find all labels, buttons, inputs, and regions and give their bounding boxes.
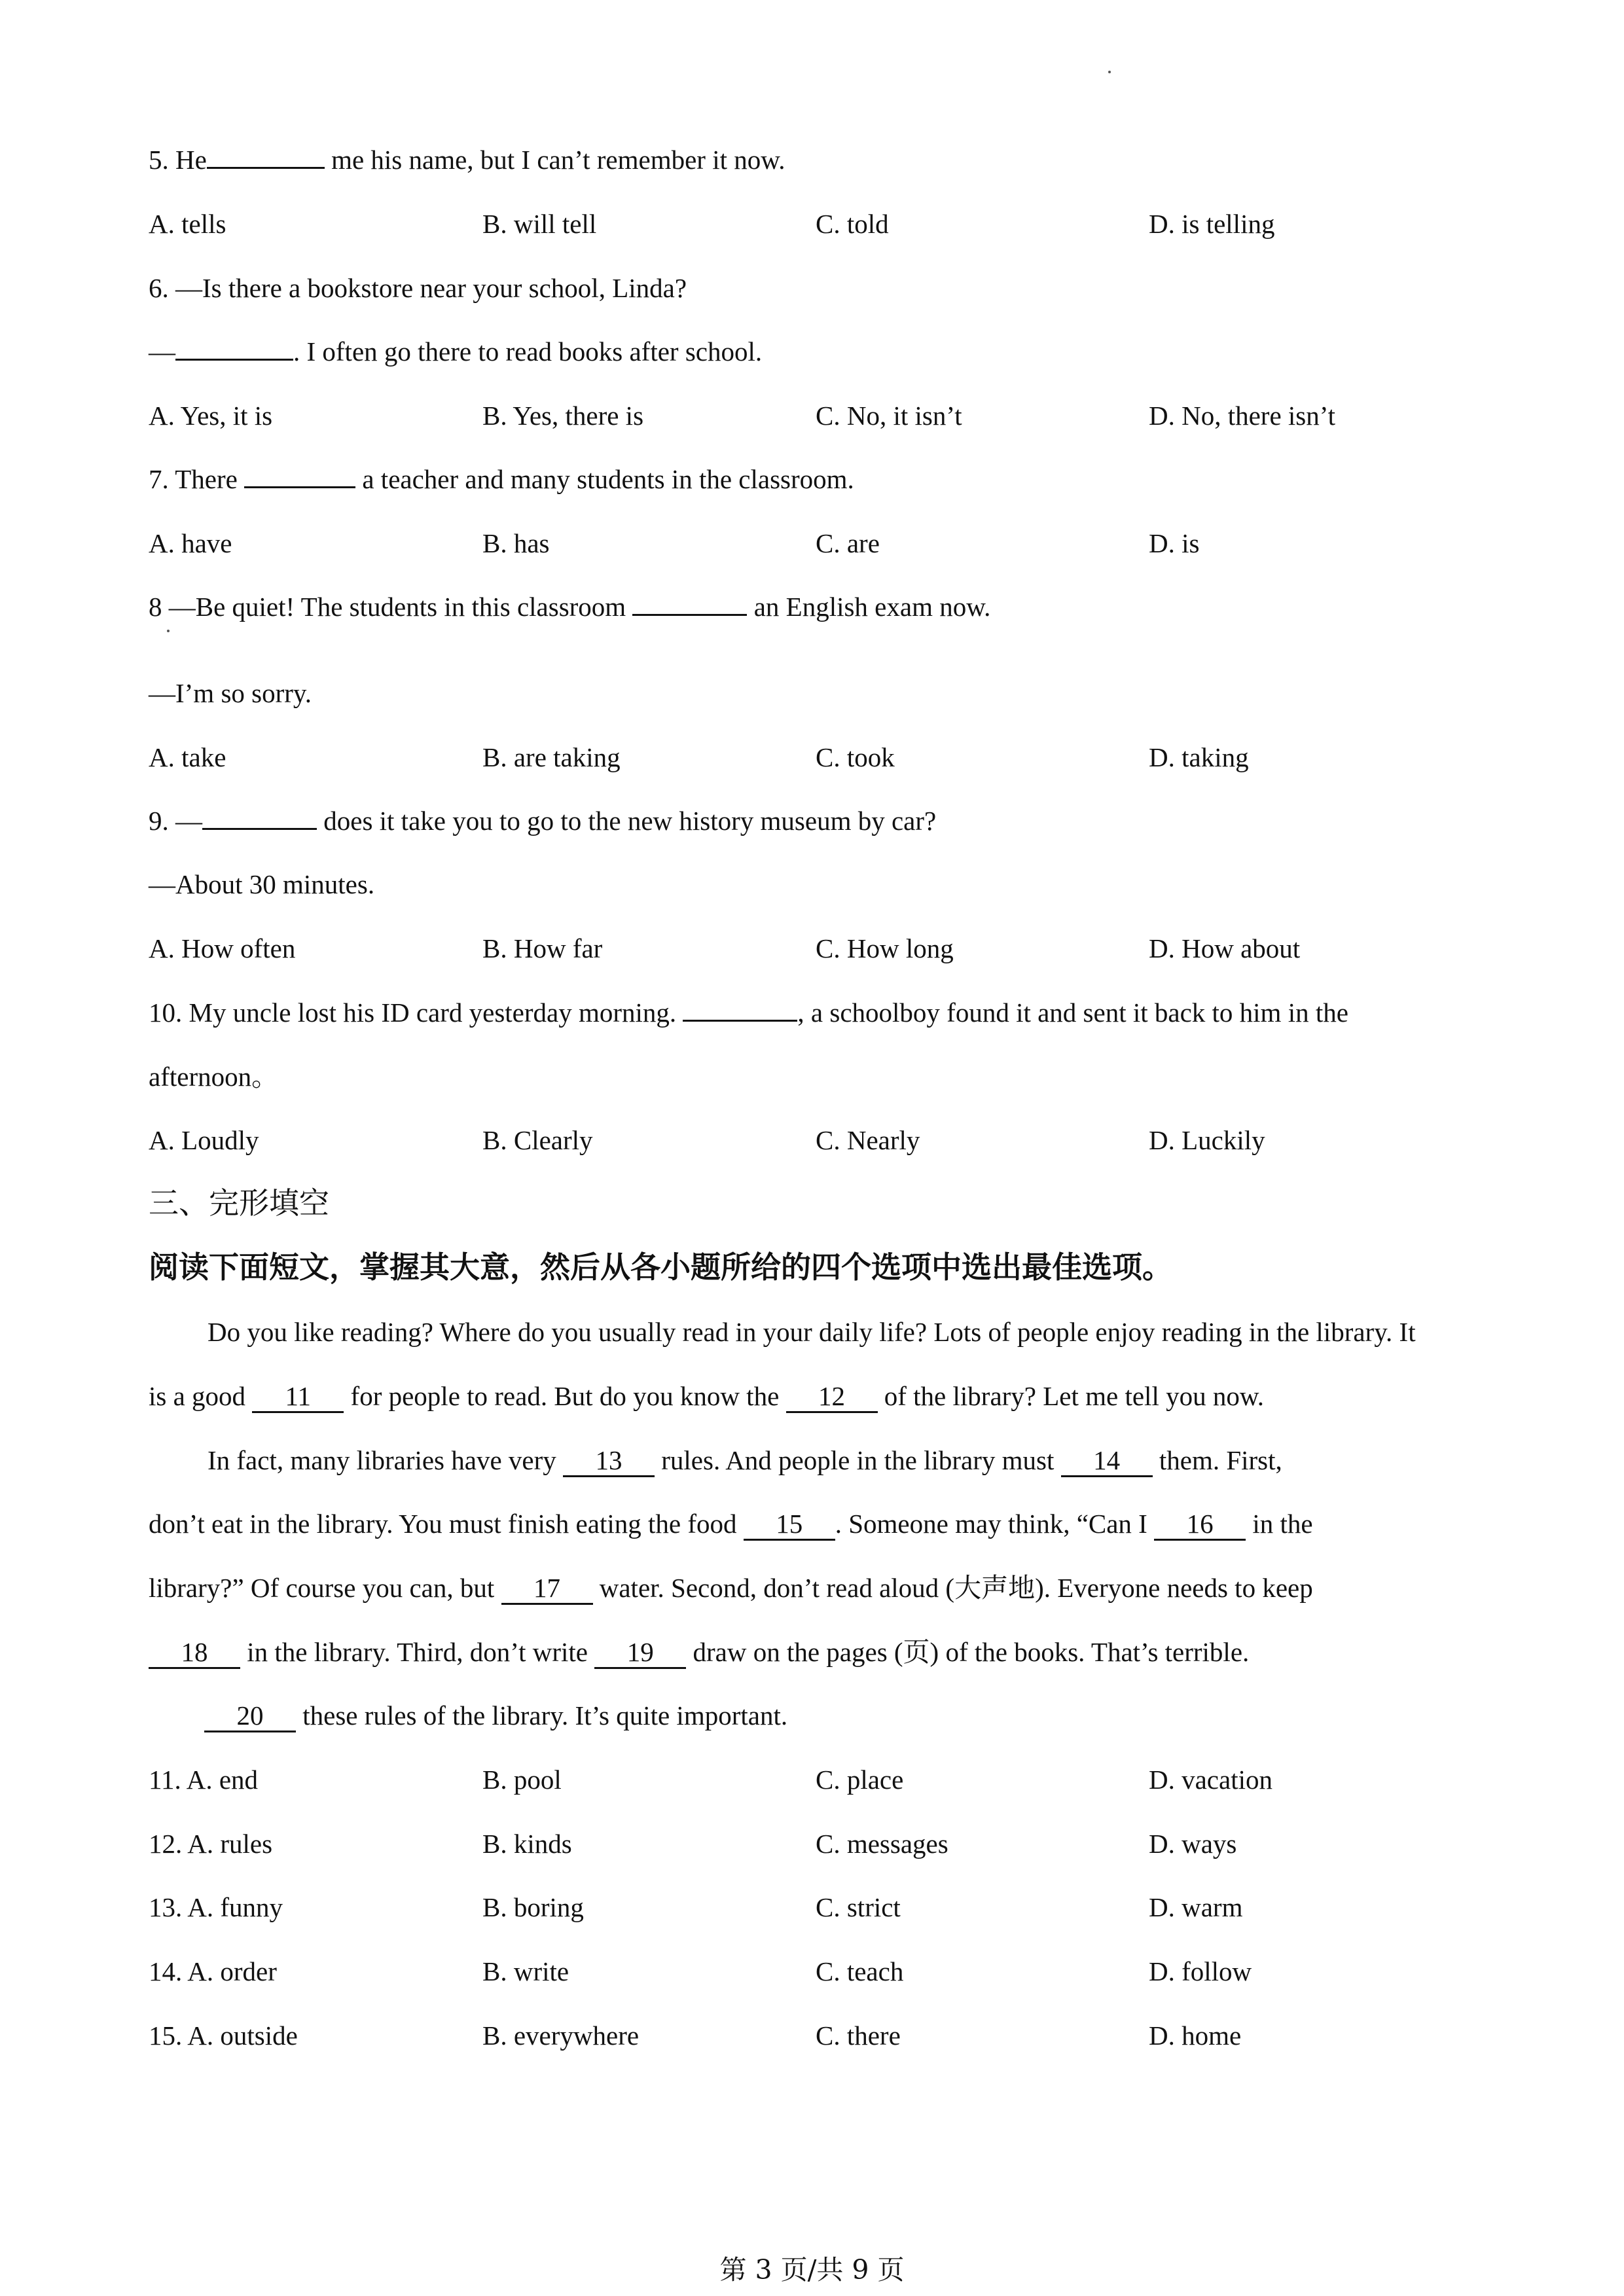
cloze-option[interactable]: D. ways (1149, 1829, 1237, 1859)
cloze-blank-16[interactable]: 16 (1154, 1511, 1246, 1541)
option-a[interactable]: A. Yes, it is (149, 401, 273, 431)
cloze-option[interactable]: C. strict (816, 1892, 901, 1922)
option-b[interactable]: B. How far (482, 933, 603, 963)
cloze-option[interactable]: C. there (816, 2020, 901, 2051)
passage-text: in the library. Third, don’t write (240, 1637, 595, 1667)
question-6-reply (149, 338, 762, 365)
option-d[interactable]: D. How about (1149, 933, 1301, 963)
cloze-blank-14[interactable]: 14 (1061, 1447, 1153, 1477)
answer-blank[interactable] (632, 613, 747, 616)
question-10-stem (149, 999, 1348, 1026)
option-c[interactable]: C. took (816, 742, 895, 772)
option-a[interactable]: A. take (149, 742, 226, 772)
question-9-stem (149, 808, 936, 834)
scan-dot (1108, 71, 1111, 73)
page-footer: 第 3 页/共 9 页 (719, 2254, 905, 2286)
stem-text: an English exam now. (747, 592, 991, 622)
option-d[interactable]: D. is telling (1149, 209, 1275, 239)
cloze-option[interactable]: 15. A. outside (149, 2020, 298, 2051)
option-c[interactable]: C. Nearly (816, 1125, 920, 1155)
cloze-option[interactable]: B. pool (482, 1765, 562, 1795)
question-8-stem (149, 594, 990, 620)
answer-blank[interactable] (683, 1019, 797, 1022)
passage-line (208, 1319, 1416, 1346)
question-5-stem (149, 147, 785, 173)
cloze-option[interactable]: D. home (1149, 2020, 1242, 2051)
cloze-blank-11[interactable]: 11 (252, 1383, 344, 1413)
cloze-blank-19[interactable]: 19 (594, 1639, 686, 1669)
passage-line (208, 1447, 1282, 1477)
answer-blank[interactable] (175, 358, 293, 361)
passage-text: these rules of the library. It’s quite important. (296, 1700, 788, 1731)
option-b[interactable]: B. Clearly (482, 1125, 593, 1155)
scan-dot (167, 630, 170, 632)
section-instruction: 阅读下面短文，掌握其大意，然后从各小题所给的四个选项中选出最佳选项。 (149, 1249, 1172, 1285)
question-9-reply: —About 30 minutes. (149, 869, 375, 899)
cloze-option[interactable]: B. kinds (482, 1829, 572, 1859)
cloze-option[interactable]: C. messages (816, 1829, 948, 1859)
passage-text: library?” Of course you can, but (149, 1573, 501, 1603)
stem-text: 7. There (149, 464, 245, 494)
option-c[interactable]: C. are (816, 528, 880, 558)
cloze-blank-12[interactable]: 12 (786, 1383, 878, 1413)
answer-blank[interactable] (244, 486, 355, 488)
passage-line (149, 1383, 1264, 1413)
cloze-option[interactable]: D. warm (1149, 1892, 1243, 1922)
option-d[interactable]: D. Luckily (1149, 1125, 1265, 1155)
option-c[interactable]: C. No, it isn’t (816, 401, 962, 431)
question-7-stem (149, 466, 854, 493)
cloze-option[interactable]: D. vacation (1149, 1765, 1272, 1795)
option-a[interactable]: A. Loudly (149, 1125, 259, 1155)
stem-text: me his name, but I can’t remember it now. (324, 145, 785, 175)
passage-text: draw on the pages (页) of the books. That’s terrible. (686, 1637, 1250, 1667)
stem-text: 8 —Be quiet! The students in this classroom (149, 592, 633, 622)
passage-text: In fact, many libraries have very (208, 1445, 564, 1475)
passage-text: in the (1246, 1509, 1313, 1539)
option-c[interactable]: C. told (816, 209, 889, 239)
cloze-blank-17[interactable]: 17 (501, 1575, 593, 1605)
cloze-option[interactable]: 12. A. rules (149, 1829, 273, 1859)
cloze-blank-15[interactable]: 15 (744, 1511, 835, 1541)
option-c[interactable]: C. How long (816, 933, 954, 963)
passage-text: rules. And people in the library must (655, 1445, 1061, 1475)
option-a[interactable]: A. How often (149, 933, 296, 963)
passage-line (149, 1511, 1313, 1541)
passage-text: Do you like reading? Where do you usually read in your daily life? Lots of people enjoy reading in the library. It (208, 1317, 1416, 1347)
option-d[interactable]: D. is (1149, 528, 1200, 558)
stem-text: 5. He (149, 145, 207, 175)
cloze-option[interactable]: B. boring (482, 1892, 584, 1922)
option-b[interactable]: B. are taking (482, 742, 621, 772)
cloze-blank-20[interactable]: 20 (204, 1702, 296, 1732)
option-a[interactable]: A. tells (149, 209, 226, 239)
passage-text: is a good (149, 1381, 253, 1411)
cloze-option[interactable]: D. follow (1149, 1956, 1252, 1986)
cloze-option[interactable]: 13. A. funny (149, 1892, 283, 1922)
question-10-continuation: afternoon。 (149, 1062, 279, 1092)
stem-text: 10. My uncle lost his ID card yesterday morning. (149, 997, 683, 1028)
stem-text: . I often go there to read books after school. (293, 336, 763, 367)
option-b[interactable]: B. has (482, 528, 550, 558)
option-d[interactable]: D. taking (1149, 742, 1249, 772)
option-b[interactable]: B. will tell (482, 209, 597, 239)
stem-text: 9. — (149, 806, 202, 836)
option-d[interactable]: D. No, there isn’t (1149, 401, 1336, 431)
cloze-option[interactable]: C. place (816, 1765, 904, 1795)
passage-line (204, 1702, 787, 1732)
option-b[interactable]: B. Yes, there is (482, 401, 644, 431)
passage-line (149, 1639, 1249, 1669)
stem-text: , a schoolboy found it and sent it back to him in the (797, 997, 1348, 1028)
question-8-reply: —I’m so sorry. (149, 678, 312, 708)
answer-blank[interactable] (207, 166, 325, 169)
passage-text: don’t eat in the library. You must finish eating the food (149, 1509, 744, 1539)
passage-line (149, 1575, 1313, 1605)
passage-text: . Someone may think, “Can I (835, 1509, 1155, 1539)
passage-text: of the library? Let me tell you now. (877, 1381, 1265, 1411)
answer-blank[interactable] (202, 827, 317, 830)
cloze-option[interactable]: C. teach (816, 1956, 904, 1986)
passage-text: for people to read. But do you know the (344, 1381, 786, 1411)
cloze-blank-13[interactable]: 13 (563, 1447, 655, 1477)
question-6-stem: 6. —Is there a bookstore near your school, Linda? (149, 273, 687, 303)
passage-text: them. First, (1152, 1445, 1282, 1475)
option-a[interactable]: A. have (149, 528, 232, 558)
passage-text: water. Second, don’t read aloud (大声地). Everyone needs to keep (592, 1573, 1313, 1603)
cloze-option[interactable]: 11. A. end (149, 1765, 259, 1795)
cloze-option[interactable]: B. write (482, 1956, 569, 1986)
cloze-option[interactable]: B. everywhere (482, 2020, 640, 2051)
cloze-option[interactable]: 14. A. order (149, 1956, 277, 1986)
cloze-blank-18[interactable]: 18 (149, 1639, 240, 1669)
section-title: 三、完形填空 (149, 1185, 329, 1221)
stem-text: — (149, 336, 175, 367)
stem-text: a teacher and many students in the classroom. (355, 464, 854, 494)
stem-text: does it take you to go to the new history museum by car? (317, 806, 937, 836)
